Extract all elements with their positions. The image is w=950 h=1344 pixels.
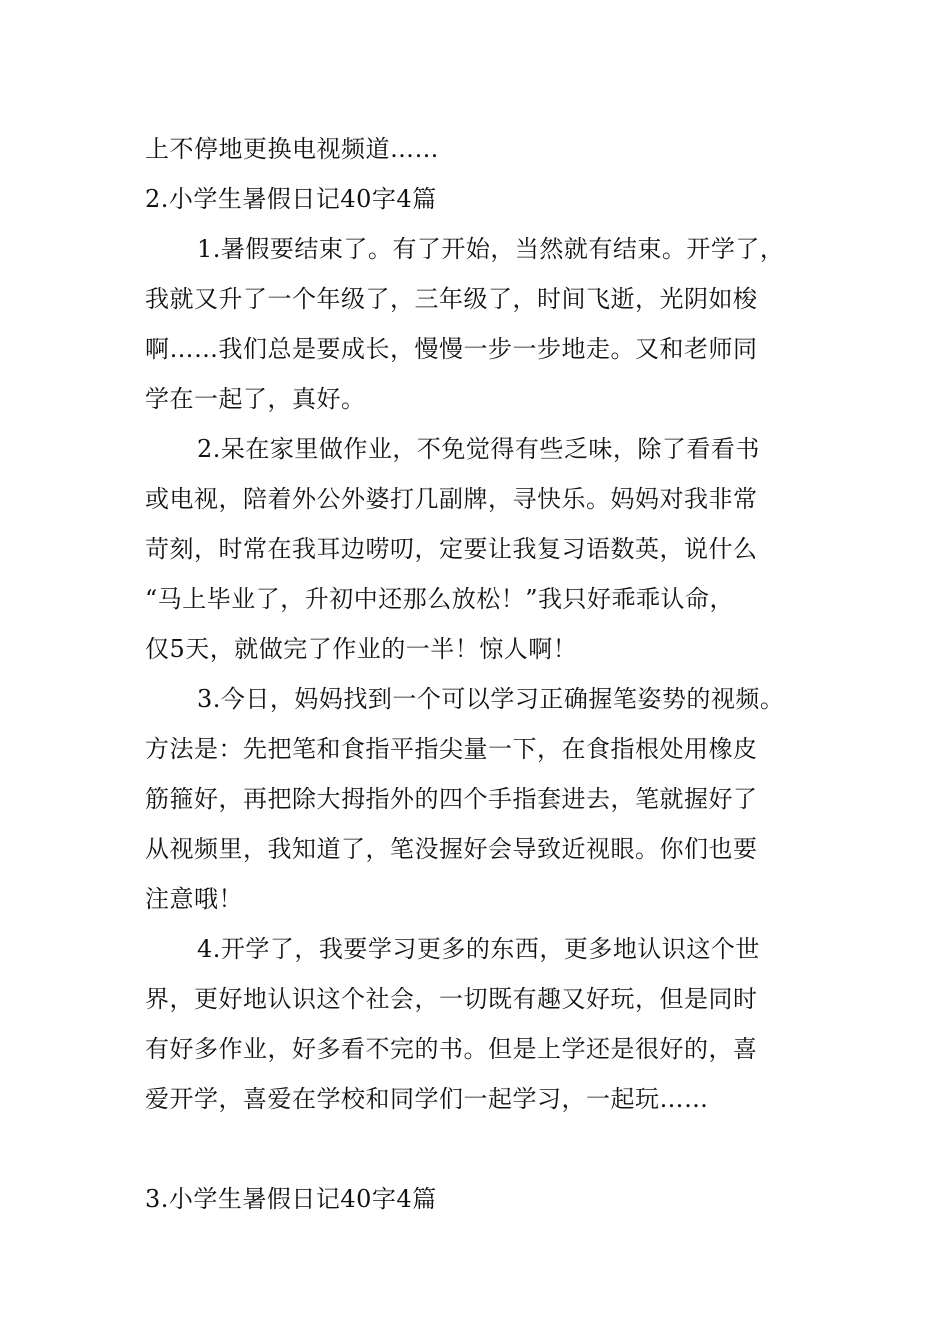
text-line-continuation: 上不停地更换电视频道…… [145,135,439,163]
paragraph-1-line-1: 1.暑假要结束了。有了开始，当然就有结束。开学了， [197,235,785,263]
paragraph-2-line-1: 2.呆在家里做作业，不免觉得有些乏味，除了看看书 [197,435,760,463]
paragraph-3-line-3: 筋箍好，再把除大拇指外的四个手指套进去，笔就握好了 [145,785,758,813]
paragraph-1-line-2: 我就又升了一个年级了，三年级了，时间飞逝，光阴如梭 [145,285,758,313]
paragraph-2-line-3: 苛刻，时常在我耳边唠叨，定要让我复习语数英，说什么 [145,535,758,563]
paragraph-2-line-2: 或电视，陪着外公外婆打几副牌，寻快乐。妈妈对我非常 [145,485,758,513]
paragraph-3-line-1: 3.今日，妈妈找到一个可以学习正确握笔姿势的视频。 [197,685,785,713]
paragraph-4-line-2: 界，更好地认识这个社会，一切既有趣又好玩，但是同时 [145,985,758,1013]
paragraph-3-line-4: 从视频里，我知道了，笔没握好会导致近视眼。你们也要 [145,835,758,863]
paragraph-4-line-1: 4.开学了，我要学习更多的东西，更多地认识这个世 [197,935,760,963]
paragraph-4-line-4: 爱开学，喜爱在学校和同学们一起学习，一起玩…… [145,1085,709,1113]
paragraph-3-line-5: 注意哦！ [145,885,243,913]
section-heading-2: 2.小学生暑假日记40字4篇 [145,185,437,213]
paragraph-2-line-4: “马上毕业了，升初中还那么放松！”我只好乖乖认命， [145,585,735,613]
section-heading-3: 3.小学生暑假日记40字4篇 [145,1185,437,1213]
paragraph-3-line-2: 方法是：先把笔和食指平指尖量一下，在食指根处用橡皮 [145,735,758,763]
paragraph-1-line-3: 啊……我们总是要成长，慢慢一步一步地走。又和老师同 [145,335,758,363]
paragraph-4-line-3: 有好多作业，好多看不完的书。但是上学还是很好的，喜 [145,1035,758,1063]
paragraph-2-line-5: 仅5天，就做完了作业的一半！惊人啊！ [145,635,578,663]
paragraph-1-line-4: 学在一起了，真好。 [145,385,366,413]
